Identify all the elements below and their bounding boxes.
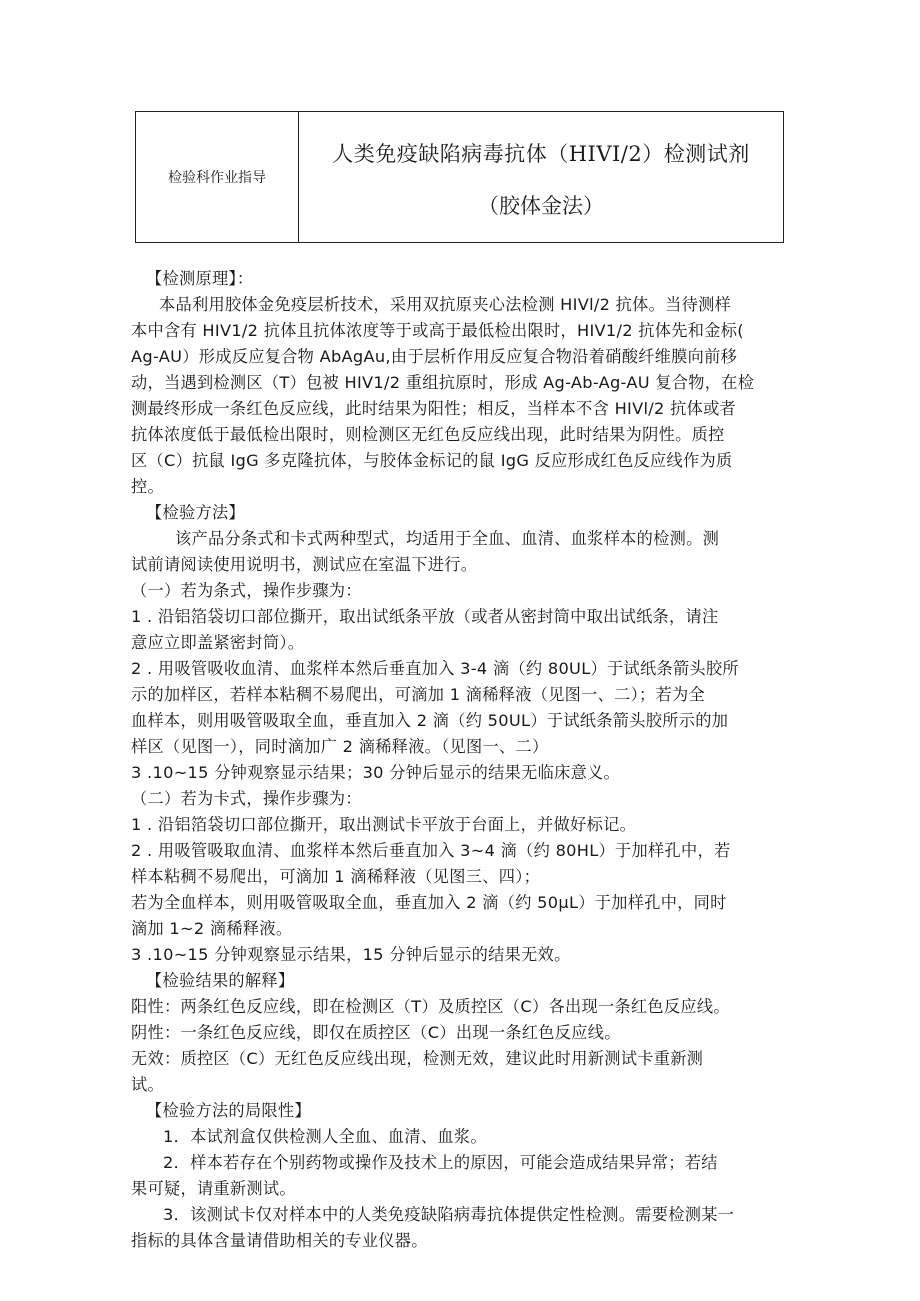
strip-step-line: 1 . 沿铝箔袋切口部位撕开，取出试纸条平放（或者从密封筒中取出试纸条，请注: [131, 607, 719, 626]
limit-item: 果可疑，请重新测试。: [131, 1179, 296, 1198]
strip-subheading: （一）若为条式，操作步骤为：: [131, 581, 362, 600]
department-label: 检验科作业指导: [136, 112, 299, 242]
principle-line: 本品利用胶体金免疫层析技术，采用双抗原夹心法检测 HIVl/2 抗体。当待测样: [159, 295, 732, 314]
strip-step-line: 2 . 用吸管吸收血清、血浆样本然后垂直加入 3-4 滴（约 80UL）于试纸条箭头胶所: [131, 659, 739, 678]
header-title-cell: [299, 112, 783, 242]
card-step-line: 1 . 沿铝箔袋切口部位撕开，取出测试卡平放于台面上，并做好标记。: [131, 815, 637, 834]
limit-item: 1．本试剂盒仅供检测人全血、血清、血浆。: [163, 1127, 487, 1146]
strip-step-line: 示的加样区，若样本粘稠不易爬出，可滴加 1 滴稀释液（见图一、二）；若为全: [131, 685, 705, 704]
card-step-line: 2 . 用吸管吸取血清、血浆样本然后垂直加入 3~4 滴（约 80HL）于加样孔中，若: [131, 841, 731, 860]
strip-step-line: 意应立即盖紧密封筒）。: [131, 633, 305, 652]
section-heading-results: 【检验结果的解释】: [146, 971, 295, 990]
principle-line: 抗体浓度低于最低检出限时，则检测区无红色反应线出现，此时结果为阴性。质控: [131, 425, 725, 444]
principle-line: 区（C）抗鼠 IgG 多克隆抗体，与胶体金标记的鼠 IgG 反应形成红色反应线作为质: [131, 451, 733, 470]
result-line: 试。: [131, 1075, 164, 1094]
card-step-line: 滴加 1~2 滴稀释液。: [131, 919, 293, 938]
section-heading-method: 【检验方法】: [146, 503, 245, 522]
result-line: 阴性：一条红色反应线，即仅在质控区（C）出现一条红色反应线。: [131, 1023, 621, 1042]
document-body: [131, 266, 791, 1254]
result-line: 阳性：两条红色反应线，即在检测区（T）及质控区（C）各出现一条红色反应线。: [131, 997, 730, 1016]
principle-line: 本中含有 HIV1/2 抗体且抗体浓度等于或高于最低检出限时，HIV1/2 抗体先和金标(: [131, 321, 744, 340]
method-intro-line: 试前请阅读使用说明书，测试应在室温下进行。: [131, 555, 478, 574]
document-subtitle: （胶体金法）: [478, 194, 604, 218]
card-subheading: （二）若为卡式，操作步骤为：: [131, 789, 362, 808]
limit-item: 2．样本若存在个别药物或操作及技术上的原因，可能会造成结果异常；若结: [163, 1153, 718, 1172]
principle-line: 动，当遇到检测区（T）包被 HIV1/2 重组抗原时，形成 Ag-Ab-Ag-AU 复合物，在检: [131, 373, 755, 392]
principle-line: 测最终形成一条红色反应线，此时结果为阳性；相反，当样本不含 HIVl/2 抗体或者: [131, 399, 737, 418]
strip-step-line: 3 .10~15 分钟观察显示结果；30 分钟后显示的结果无临床意义。: [131, 763, 621, 782]
document-title: 人类免疫缺陷病毒抗体（HIVI/2）检测试剂: [332, 142, 750, 166]
section-heading-limits: 【检验方法的局限性】: [146, 1101, 311, 1120]
strip-step-line: 血样本，则用吸管吸取全血，垂直加入 2 滴（约 50UL）于试纸条箭头胶所示的加: [131, 711, 729, 730]
strip-step-line: 样区（见图一），同时滴加广 2 滴稀释液。（见图一、二）: [131, 737, 549, 756]
header-table: [135, 111, 784, 243]
limit-item: 指标的具体含量请借助相关的专业仪器。: [131, 1231, 428, 1250]
limit-item: 3．该测试卡仅对样本中的人类免疫缺陷病毒抗体提供定性检测。需要检测某一: [163, 1205, 735, 1224]
card-step-line: 3 .10~15 分钟观察显示结果，15 分钟后显示的结果无效。: [131, 945, 571, 964]
card-step-line: 样本粘稠不易爬出，可滴加 1 滴稀释液（见图三、四）；: [131, 867, 541, 886]
principle-line: Ag-AU）形成反应复合物 AbAgAu,由于层析作用反应复合物沿着硝酸纤维膜向前移: [131, 347, 738, 366]
section-heading-principle: 【检测原理】：: [146, 269, 254, 288]
card-step-line: 若为全血样本，则用吸管吸取全血，垂直加入 2 滴（约 50μL）于加样孔中，同时: [131, 893, 727, 912]
result-line: 无效：质控区（C）无红色反应线出现，检测无效，建议此时用新测试卡重新测: [131, 1049, 704, 1068]
principle-line: 控。: [131, 477, 164, 496]
method-intro-line: 该产品分条式和卡式两种型式，均适用于全血、血清、血浆样本的检测。测: [175, 529, 720, 548]
